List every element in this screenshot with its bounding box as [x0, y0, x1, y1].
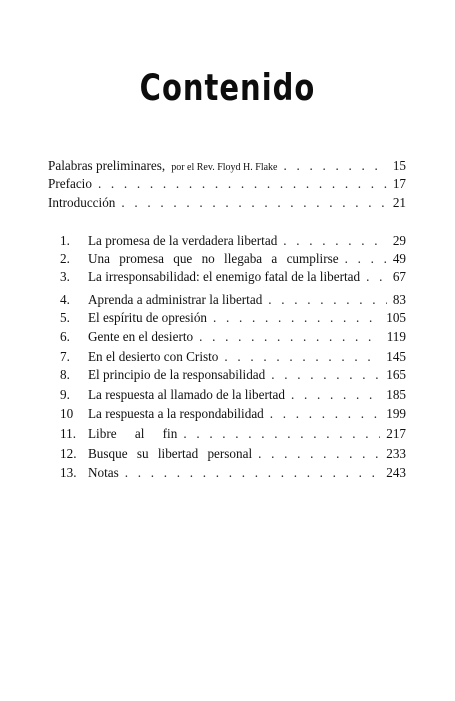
toc-entry-title: Busque su libertad personal	[88, 446, 253, 461]
dot-leader	[125, 465, 380, 481]
toc-entry-title: La irresponsabilidad: el enemigo fatal de la libertad	[88, 269, 361, 284]
toc-entry-title: Libre al fin	[88, 426, 178, 441]
toc-entry-front-3	[48, 195, 406, 211]
toc-entry-chapter-7	[60, 349, 406, 365]
dot-leader	[283, 233, 387, 249]
chapter-number: 12.	[60, 446, 77, 461]
toc-entry-chapter-3	[60, 269, 406, 285]
dot-leader	[345, 251, 387, 267]
toc-entry-title: La promesa de la verdadera libertad	[88, 233, 278, 248]
chapter-number: 9.	[60, 387, 70, 402]
toc-entry-front-2	[48, 176, 406, 192]
toc-entry-title: Prefacio	[48, 176, 92, 191]
toc-entry-chapter-12	[60, 446, 406, 462]
toc-page-number: 67	[392, 269, 406, 284]
toc-page-number: 185	[386, 387, 406, 402]
toc-page-number: 217	[386, 426, 406, 441]
toc-entry-title: El espíritu de opresión	[88, 310, 208, 325]
toc-entry-title: Introducción	[48, 195, 116, 210]
toc-page-number: 29	[392, 233, 406, 248]
chapter-number: 4.	[60, 292, 70, 307]
chapter-number: 2.	[60, 251, 70, 266]
chapter-number: 1.	[60, 233, 70, 248]
dot-leader	[98, 176, 387, 192]
dot-leader	[366, 269, 387, 285]
toc-entry-front-1	[48, 158, 406, 176]
toc-page-number: 165	[386, 367, 406, 382]
toc-entry-chapter-8	[60, 367, 406, 383]
toc-page-number: 17	[392, 176, 406, 191]
toc-entry-title: En el desierto con Cristo	[88, 349, 219, 364]
chapter-number: 13.	[60, 465, 77, 480]
chapter-number: 6.	[60, 329, 70, 344]
toc-page-number: 199	[386, 406, 406, 421]
toc-entry-chapter-1	[60, 233, 406, 249]
toc-page-number: 49	[392, 251, 406, 266]
toc-entry-title: Notas	[88, 465, 119, 480]
page-title: Contenido	[139, 66, 316, 109]
chapter-number: 11.	[60, 426, 76, 441]
dot-leader	[121, 195, 386, 211]
chapter-number: 8.	[60, 367, 70, 382]
toc-page-number: 233	[386, 446, 406, 461]
toc-entry-chapter-5	[60, 310, 406, 326]
dot-leader	[213, 310, 380, 326]
dot-leader	[283, 158, 386, 174]
dot-leader	[270, 406, 380, 422]
toc-page-number: 243	[386, 465, 406, 480]
toc-entry-title: El principio de la responsabilidad	[88, 367, 266, 382]
dot-leader	[258, 446, 380, 462]
toc-entry-title: Palabras preliminares,	[48, 158, 166, 173]
toc-entry-chapter-11	[60, 426, 406, 442]
toc-entry-byline: por el Rev. Floyd H. Flake	[171, 162, 278, 173]
dot-leader	[199, 329, 381, 345]
toc-entry-chapter-10	[60, 406, 406, 422]
chapter-number: 5.	[60, 310, 70, 325]
dot-leader	[268, 292, 387, 308]
toc-entry-title: Gente en el desierto	[88, 329, 194, 344]
chapter-number: 7.	[60, 349, 70, 364]
toc-page-number: 119	[386, 329, 406, 344]
dot-leader	[224, 349, 380, 365]
toc-entry-chapter-9	[60, 387, 406, 403]
toc-entry-chapter-6	[60, 329, 406, 345]
dot-leader	[291, 387, 380, 403]
toc-page-number: 145	[386, 349, 406, 364]
dot-leader	[183, 426, 380, 442]
toc-entry-title: La respuesta al llamado de la libertad	[88, 387, 285, 402]
toc-page-number: 15	[392, 158, 406, 173]
chapter-number: 10	[60, 406, 74, 421]
toc-page-number: 21	[392, 195, 406, 210]
toc-page-number: 83	[392, 292, 406, 307]
dot-leader	[271, 367, 380, 383]
toc-entry-chapter-13	[60, 465, 406, 481]
toc-page-number: 105	[386, 310, 406, 325]
toc-entry-title: Aprenda a administrar la libertad	[88, 292, 263, 307]
toc-entry-title: La respuesta a la respondabilidad	[88, 406, 264, 421]
toc-entry-chapter-4	[60, 292, 406, 308]
toc-entry-chapter-2	[60, 251, 406, 267]
toc-entry-title: Una promesa que no llegaba a cumplirse	[88, 251, 339, 266]
chapter-number: 3.	[60, 269, 70, 284]
